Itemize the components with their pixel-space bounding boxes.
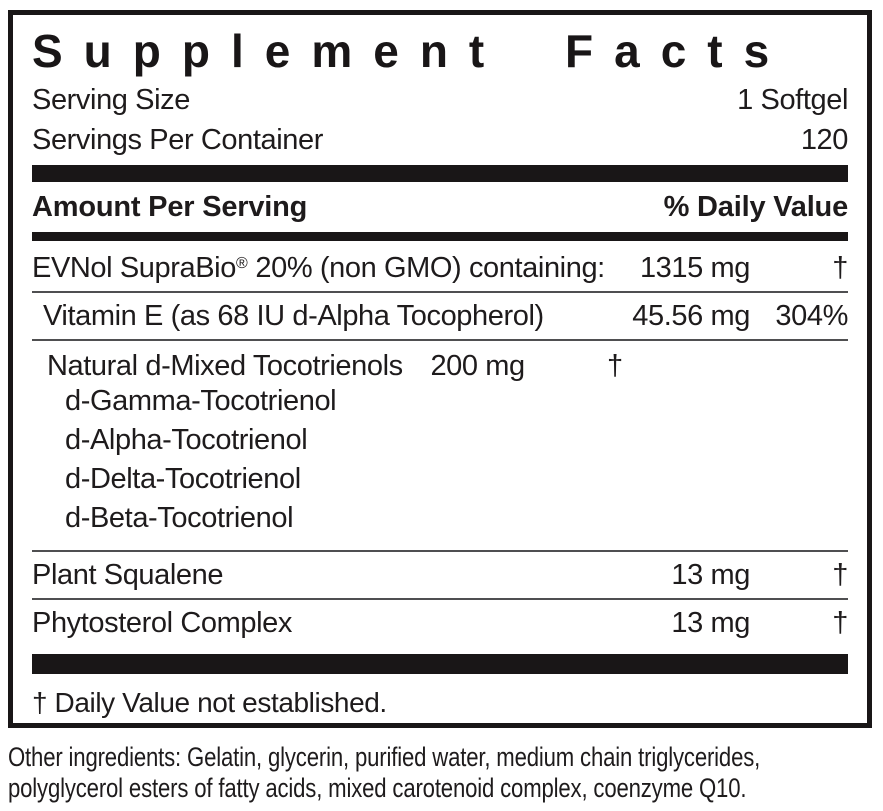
supplement-facts-panel <box>8 10 872 728</box>
ingredient-name: Phytosterol Complex <box>32 606 292 639</box>
ingredient-name: EVNol SupraBio® 20% (non GMO) containing: <box>32 251 605 284</box>
ingredient-amount: 13 mg <box>671 558 750 591</box>
sub-ingredient: d-Delta-Tocotrienol <box>65 462 301 495</box>
column-header-row <box>32 182 848 232</box>
ingredient-name: Natural d-Mixed Tocotrienols <box>47 349 403 382</box>
divider-bar-bottom <box>32 654 848 674</box>
daily-value-footnote: † Daily Value not established. <box>32 686 387 718</box>
table-row-phytosterol-complex <box>32 600 848 646</box>
serving-size-label: Serving Size <box>32 84 190 116</box>
sub-ingredient: d-Alpha-Tocotrienol <box>65 423 308 456</box>
ingredient-amount: 1315 mg <box>639 251 750 284</box>
registered-trademark-mark: ® <box>235 255 248 272</box>
daily-value-header: % Daily Value <box>663 191 848 223</box>
ingredient-daily-value: 304% <box>775 299 848 332</box>
servings-per-container-row <box>32 120 848 160</box>
ingredient-daily-value: † <box>607 349 623 382</box>
ingredient-amount: 200 mg <box>430 349 525 382</box>
ingredient-name: Vitamin E (as 68 IU d-Alpha Tocopherol) <box>43 299 544 332</box>
ingredient-daily-value: † <box>832 606 848 639</box>
divider-bar-top <box>32 165 848 182</box>
panel-title: Supplement Facts <box>32 25 791 77</box>
table-row-evnol <box>32 241 848 291</box>
ingredient-daily-value: † <box>832 558 848 591</box>
table-row-plant-squalene <box>32 552 848 598</box>
divider-bar-header <box>32 232 848 241</box>
ingredient-amount: 45.56 mg <box>632 299 750 332</box>
sub-ingredient: d-Gamma-Tocotrienol <box>65 384 337 417</box>
amount-per-serving-header: Amount Per Serving <box>32 191 308 223</box>
servings-per-container-value: 120 <box>800 124 848 156</box>
ingredient-daily-value: † <box>832 251 848 284</box>
table-row-tocotrienols-group <box>32 341 848 550</box>
serving-size-row <box>32 80 848 120</box>
serving-size-value: 1 Softgel <box>737 84 848 116</box>
table-row-vitamin-e <box>32 293 848 339</box>
servings-per-container-label: Servings Per Container <box>32 124 324 156</box>
ingredient-name: Plant Squalene <box>32 558 224 591</box>
tocotrienols-main-row <box>32 350 848 382</box>
other-ingredients-text: Other ingredients: Gelatin, glycerin, purified water, medium chain triglycerides, polyglycerol esters of fatty acids, mixed carotenoid complex, coenzyme Q10. <box>8 742 761 803</box>
ingredient-amount: 13 mg <box>671 606 750 639</box>
sub-ingredient: d-Beta-Tocotrienol <box>65 501 294 534</box>
